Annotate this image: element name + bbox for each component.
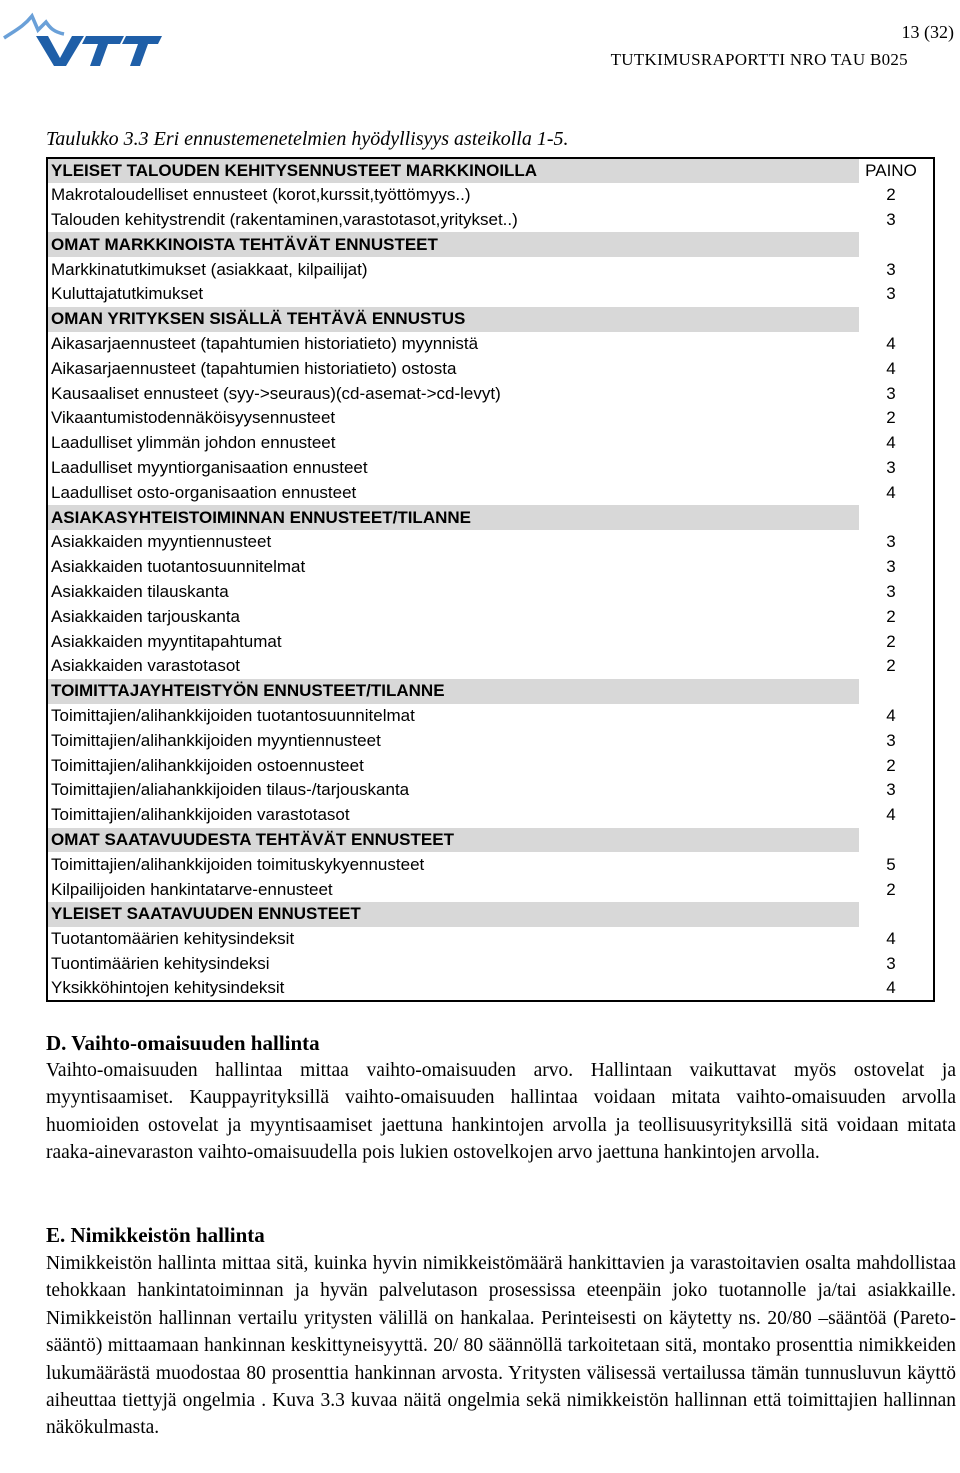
table-row (47, 332, 934, 357)
weight-value (859, 679, 934, 704)
weight-value: 3 (886, 284, 896, 304)
table-section-row (47, 232, 934, 257)
table-row (47, 555, 934, 580)
table-row (47, 803, 934, 828)
method-label: Asiakkaiden tarjouskanta (51, 606, 241, 626)
weight-value: 4 (886, 433, 896, 453)
section-title: TOIMITTAJAYHTEISTYÖN ENNUSTEET/TILANNE (47, 679, 859, 704)
weight-value: 3 (886, 259, 896, 279)
weight-value: 4 (886, 358, 896, 378)
method-label: Toimittajien/aliahankkijoiden tilaus-/tarjouskanta (51, 780, 410, 800)
table-row (47, 282, 934, 307)
section-title: OMAT SAATAVUUDESTA TEHTÄVÄT ENNUSTEET (47, 828, 859, 853)
method-label: Kilpailijoiden hankintatarve-ennusteet (51, 879, 333, 899)
table-row (47, 877, 934, 902)
method-label: Aikasarjaennusteet (tapahtumien historiatieto) ostosta (51, 358, 457, 378)
report-id: TUTKIMUSRAPORTTI NRO TAU B025 (610, 50, 908, 69)
section-e-heading: E. Nimikkeistön hallinta (46, 1223, 265, 1247)
weight-value: 2 (886, 755, 896, 775)
weight-value: 3 (886, 457, 896, 477)
section-e-paragraph: Nimikkeistön hallinta mittaa sitä, kuinka hyvin nimikkeistömäärä hankittavien ja varastoitavien osalta mahdollistaa tehokkaan hankintatoiminnan ja hyvän palvelutason prosessissa eteenpäin joko tuotannolle ja/tai asiakkaille. Nimikkeistön hallinnan vertailu yritysten välillä on hankalaa. Perinteisesti on käytetty ns. 20/80 –sääntöä (Pareto-sääntö) mittaamaan hankinnan keskittyneisyyttä. 20/ 80 säännöllä tarkoitetaan sitä, montako prosenttia nimikkeiden lukumäärästä muodostaa 80 prosenttia hankinnan arvosta. Yritysten välisessä vertailussa tämän tunnusluvun käyttö aiheuttaa tiettyjä ongelmia . Kuva 3.3 kuvaa näitä ongelmia sekä nimikkeistön hallinnan että toimittajien hallinnan näkökulmasta. (46, 1253, 956, 1439)
method-label: Toimittajien/alihankkijoiden tuotantosuunnitelmat (51, 705, 415, 725)
page-number: 13 (32) (901, 22, 954, 42)
method-label: Vikaantumistodennäköisyysennusteet (51, 408, 336, 428)
section-d-paragraph: Vaihto-omaisuuden hallintaa mittaa vaihto-omaisuuden arvo. Hallintaan vaikuttavat myös ostovelat ja myyntisaamiset. Kauppayrityksillä vaihto-omaisuuden hallintaa voidaan mitata vaihto-omaisuuden arvolla huomioiden ostovelat ja myyntisaamiset jaettuna hankintojen arvolla ja teollisuusyrityksillä sitä voidaan mitata raaka-ainevaraston vaihto-omaisuudella pois lukien ostovelkojen arvo jaettuna hankintojen arvolla. (46, 1060, 956, 1164)
weight-value: 3 (886, 209, 896, 229)
method-label: Tuontimäärien kehitysindeksi (51, 953, 270, 973)
table-row (47, 952, 934, 977)
method-label: Talouden kehitystrendit (rakentaminen,varastotasot,yritykset..) (51, 209, 518, 229)
table-section-row (47, 828, 934, 853)
section-title: OMAT MARKKINOISTA TEHTÄVÄT ENNUSTEET (47, 232, 859, 257)
table-row (47, 431, 934, 456)
table-row (47, 530, 934, 555)
table-section-row (47, 902, 934, 927)
section-d-heading: D. Vaihto-omaisuuden hallinta (46, 1031, 320, 1055)
weight-value: 3 (886, 581, 896, 601)
method-label: Kuluttajatutkimukset (51, 284, 204, 304)
method-label: Makrotaloudelliset ennusteet (korot,kurssit,työttömyys..) (51, 185, 471, 205)
table-row (47, 381, 934, 406)
weight-value: 3 (886, 557, 896, 577)
table-row (47, 927, 934, 952)
table-row (47, 356, 934, 381)
method-label: Markkinatutkimukset (asiakkaat, kilpailijat) (51, 259, 368, 279)
table-row (47, 183, 934, 208)
weight-value: 2 (886, 879, 896, 899)
table-row (47, 753, 934, 778)
weight-value (859, 505, 934, 530)
method-label: Toimittajien/alihankkijoiden myyntiennusteet (51, 730, 381, 750)
method-label: Toimittajien/alihankkijoiden toimituskykyennusteet (51, 854, 425, 874)
method-label: Aikasarjaennusteet (tapahtumien historiatieto) myynnistä (51, 333, 479, 353)
weight-value: 2 (886, 631, 896, 651)
section-title: YLEISET SAATAVUUDEN ENNUSTEET (47, 902, 859, 927)
forecast-methods-table (46, 157, 935, 1002)
method-label: Kausaaliset ennusteet (syy->seuraus)(cd-asemat->cd-levyt) (51, 383, 501, 403)
table-row (47, 654, 934, 679)
weight-value: 4 (886, 805, 896, 825)
section-title: ASIAKASYHTEISTOIMINNAN ENNUSTEET/TILANNE (47, 505, 859, 530)
method-label: Laadulliset myyntiorganisaation ennusteet (51, 457, 368, 477)
table-row (47, 976, 934, 1001)
method-label: Toimittajien/alihankkijoiden varastotasot (51, 805, 350, 825)
vtt-logo (2, 8, 162, 66)
weight-value: 2 (886, 656, 896, 676)
method-label: Asiakkaiden myyntiennusteet (51, 532, 272, 552)
weight-value: 3 (886, 730, 896, 750)
weight-value: 4 (886, 333, 896, 353)
weight-value: 2 (886, 606, 896, 626)
table-section-row (47, 679, 934, 704)
weight-value: 4 (886, 482, 896, 502)
weight-value (859, 828, 934, 853)
table-row (47, 406, 934, 431)
method-label: Asiakkaiden myyntitapahtumat (51, 631, 282, 651)
weight-value: PAINO (859, 158, 934, 183)
table-row (47, 629, 934, 654)
method-label: Laadulliset osto-organisaation ennusteet (51, 482, 357, 502)
table-body (47, 158, 934, 1001)
table-row (47, 208, 934, 233)
weight-value: 3 (886, 953, 896, 973)
weight-value: 2 (886, 408, 896, 428)
table-section-row (47, 307, 934, 332)
table-row (47, 704, 934, 729)
table-row (47, 604, 934, 629)
weight-value (859, 232, 934, 257)
method-label: Asiakkaiden tuotantosuunnitelmat (51, 557, 306, 577)
weight-value: 3 (886, 383, 896, 403)
method-label: Asiakkaiden tilauskanta (51, 581, 229, 601)
table-section-row (47, 505, 934, 530)
weight-value: 3 (886, 780, 896, 800)
logo-swoosh-icon (4, 16, 64, 38)
table-section-row (47, 158, 934, 183)
table-caption: Taulukko 3.3 Eri ennustemenetelmien hyödyllisyys asteikolla 1-5. (46, 128, 569, 150)
table-row (47, 257, 934, 282)
table-row (47, 580, 934, 605)
table-row (47, 456, 934, 481)
table-row (47, 778, 934, 803)
weight-value: 4 (886, 978, 896, 998)
weight-value: 5 (886, 854, 896, 874)
method-label: Laadulliset ylimmän johdon ennusteet (51, 433, 336, 453)
table-row (47, 852, 934, 877)
method-label: Toimittajien/alihankkijoiden ostoennusteet (51, 755, 364, 775)
section-title: YLEISET TALOUDEN KEHITYSENNUSTEET MARKKINOILLA (47, 158, 859, 183)
method-label: Tuotantomäärien kehitysindeksit (51, 929, 295, 949)
weight-value (859, 307, 934, 332)
weight-value: 3 (886, 532, 896, 552)
method-label: Yksikköhintojen kehitysindeksit (51, 978, 285, 998)
method-label: Asiakkaiden varastotasot (51, 656, 240, 676)
table-row (47, 480, 934, 505)
weight-value: 2 (886, 185, 896, 205)
table-row (47, 728, 934, 753)
weight-value (859, 902, 934, 927)
weight-value: 4 (886, 705, 896, 725)
weight-value: 4 (886, 929, 896, 949)
section-title: OMAN YRITYKSEN SISÄLLÄ TEHTÄVÄ ENNUSTUS (47, 307, 859, 332)
